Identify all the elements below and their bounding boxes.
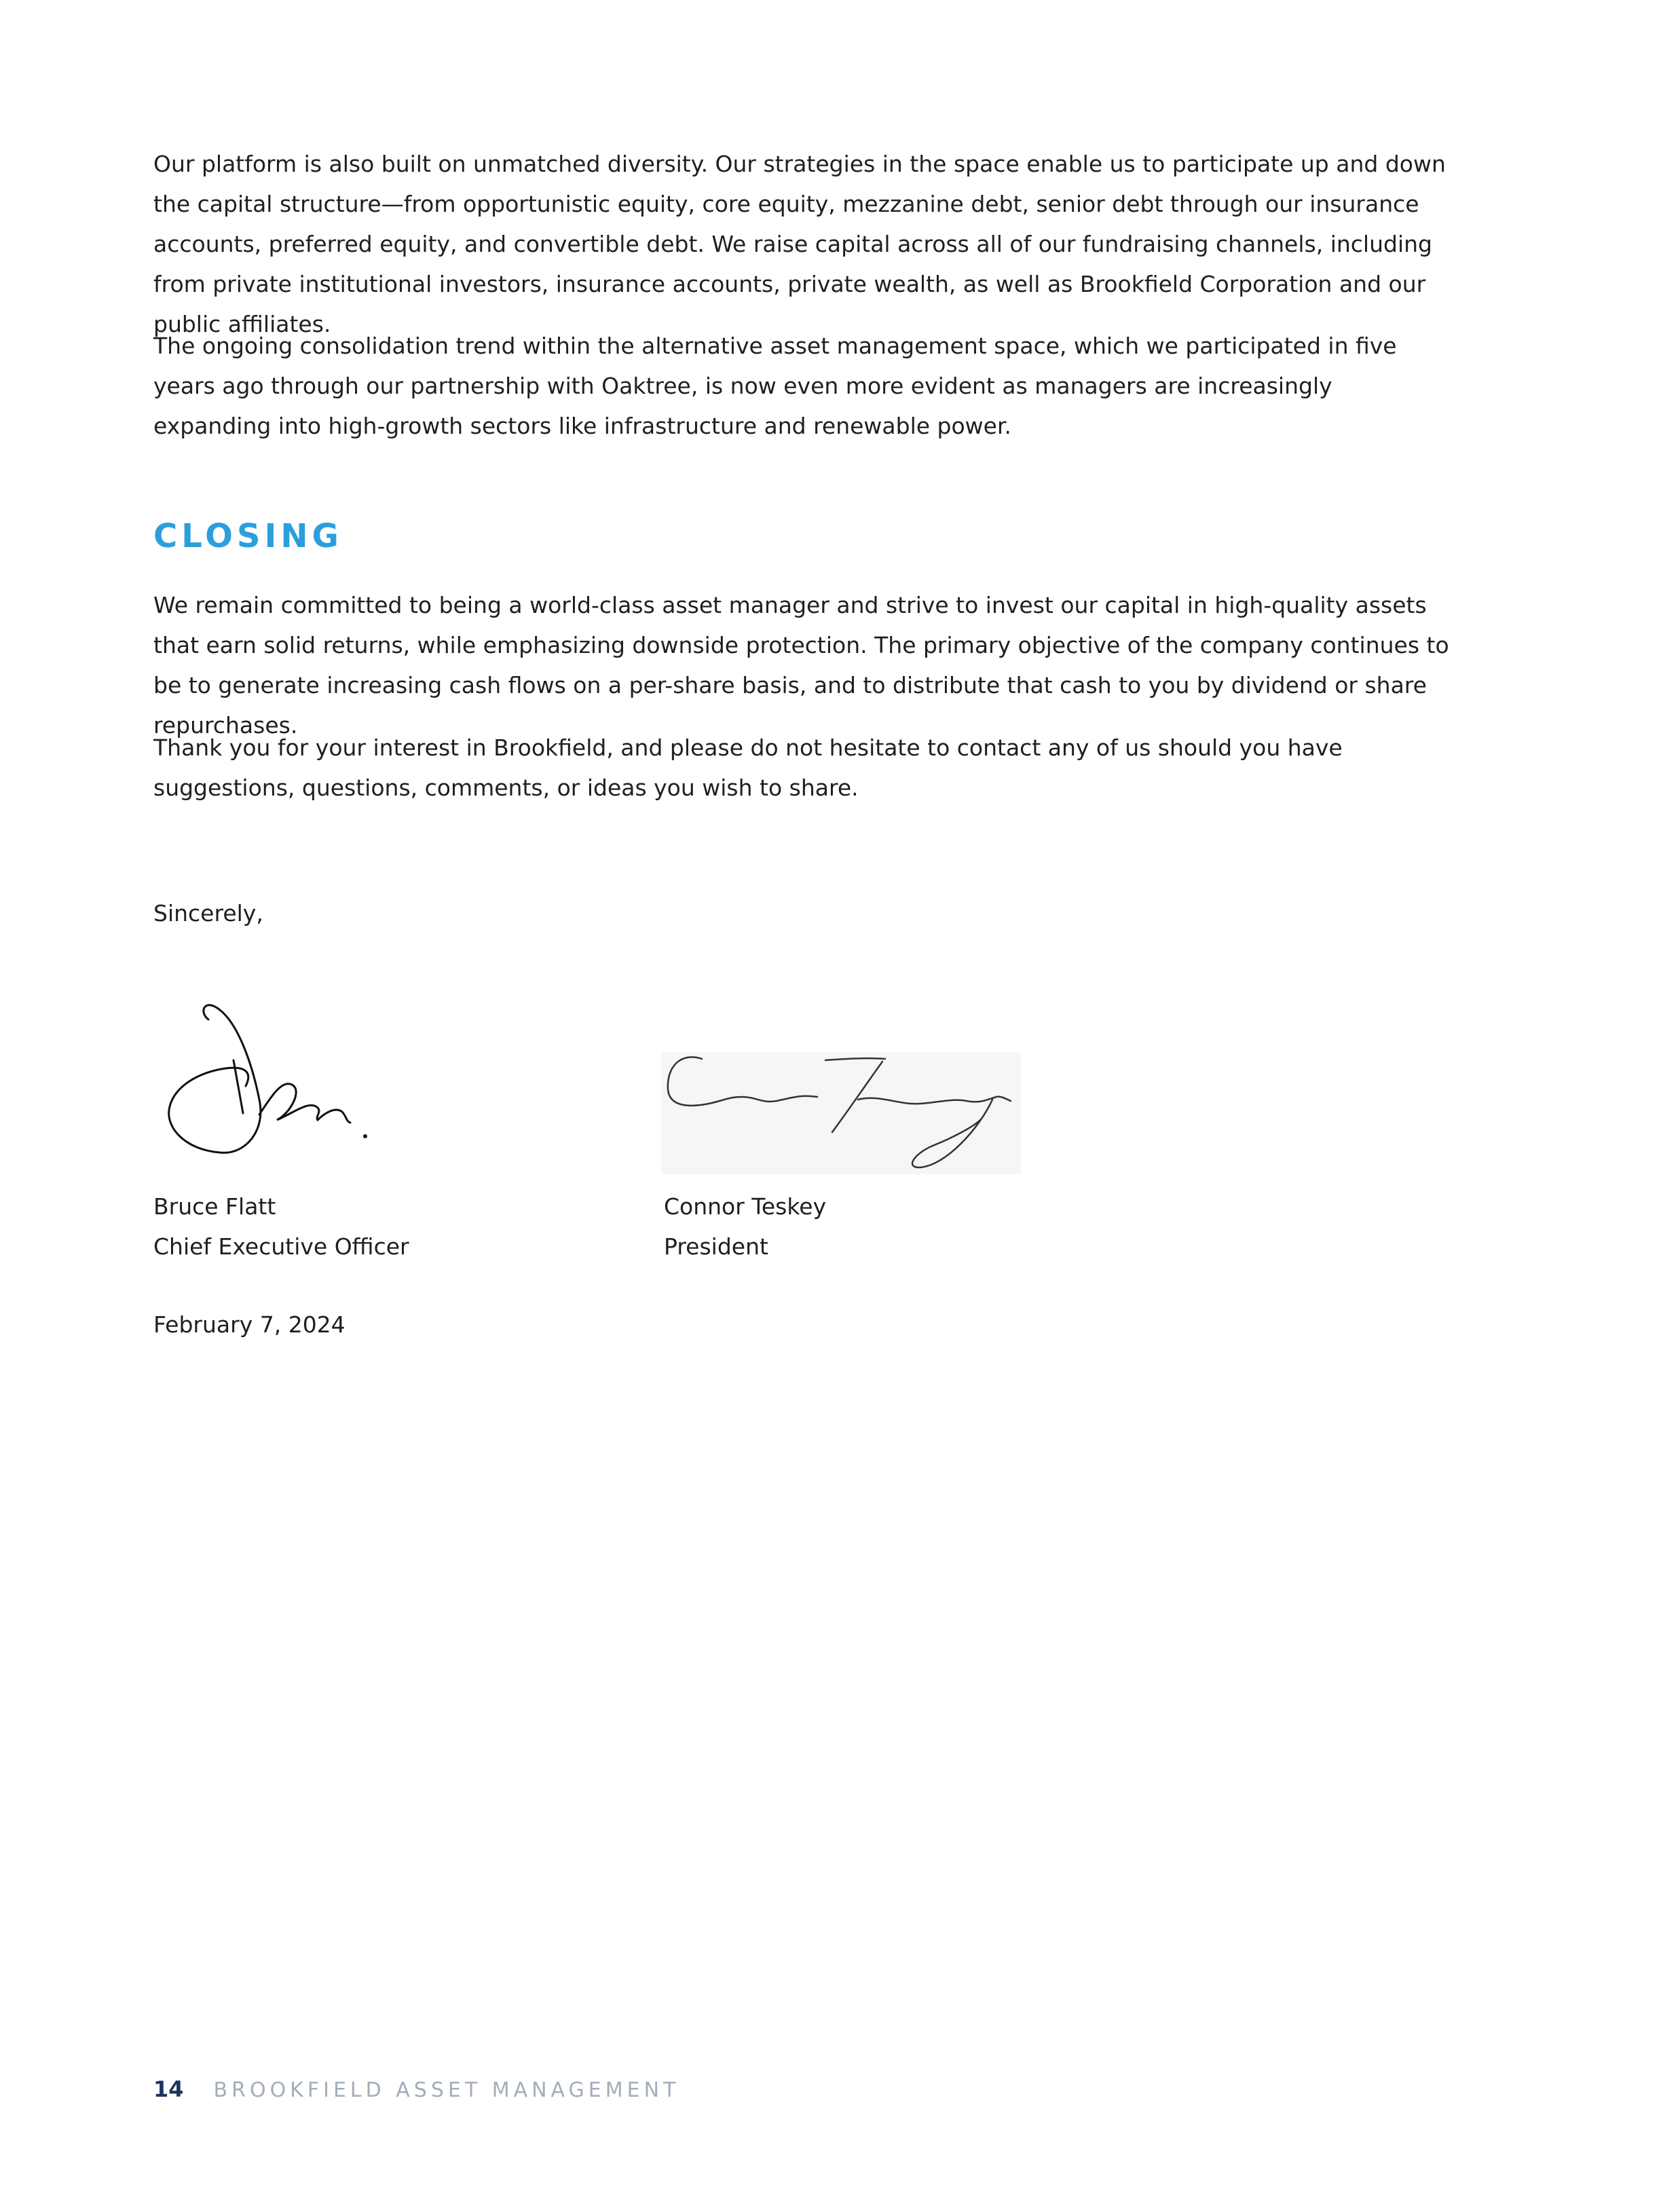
page-number: 14 (153, 2076, 184, 2102)
signatory-name-connor-teskey: Connor Teskey (664, 1193, 827, 1220)
signature-bruce-flatt (157, 998, 381, 1167)
body-paragraph-1 (153, 144, 1450, 344)
signatory-title-connor-teskey: President (664, 1233, 768, 1260)
footer-organization: BROOKFIELD ASSET MANAGEMENT (213, 2078, 680, 2102)
paragraph-text: Our platform is also built on unmatched diversity. Our strategies in the space enable us to participate up and down the capital structure—from opportunistic equity, core equity, mezzanine debt, senior debt through our insurance accounts, preferred equity, and convertible debt. We raise capital across all of our fundraising channels, including from private institutional investors, insurance accounts, private wealth, as well as Brookfield Corporation and our public affiliates. (153, 151, 1446, 337)
salutation: Sincerely, (153, 900, 263, 927)
signature-connor-teskey (661, 1052, 1021, 1174)
closing-paragraph-2 (153, 728, 1450, 808)
paragraph-text: We remain committed to being a world-class asset manager and strive to invest our capital in high-quality assets that earn solid returns, while emphasizing downside protection. The primary objective of the company continues to be to generate increasing cash flows on a per-share basis, and to distribute that cash to you by dividend or share repurchases. (153, 592, 1449, 738)
signatory-title-bruce-flatt: Chief Executive Officer (153, 1233, 409, 1260)
closing-paragraph-1 (153, 585, 1450, 745)
section-heading-closing: CLOSING (153, 517, 343, 555)
signatory-name-bruce-flatt: Bruce Flatt (153, 1193, 276, 1220)
letter-date: February 7, 2024 (153, 1311, 346, 1338)
body-paragraph-2 (153, 326, 1450, 446)
paragraph-text: Thank you for your interest in Brookfield, and please do not hesitate to contact any of us should you have suggestions, questions, comments, or ideas you wish to share. (153, 734, 1343, 801)
paragraph-text: The ongoing consolidation trend within the alternative asset management space, which we participated in five years ago through our partnership with Oaktree, is now even more evident as managers are increasingly expanding into high-growth sectors like infrastructure and renewable power. (153, 333, 1397, 439)
page-footer (153, 2074, 679, 2106)
